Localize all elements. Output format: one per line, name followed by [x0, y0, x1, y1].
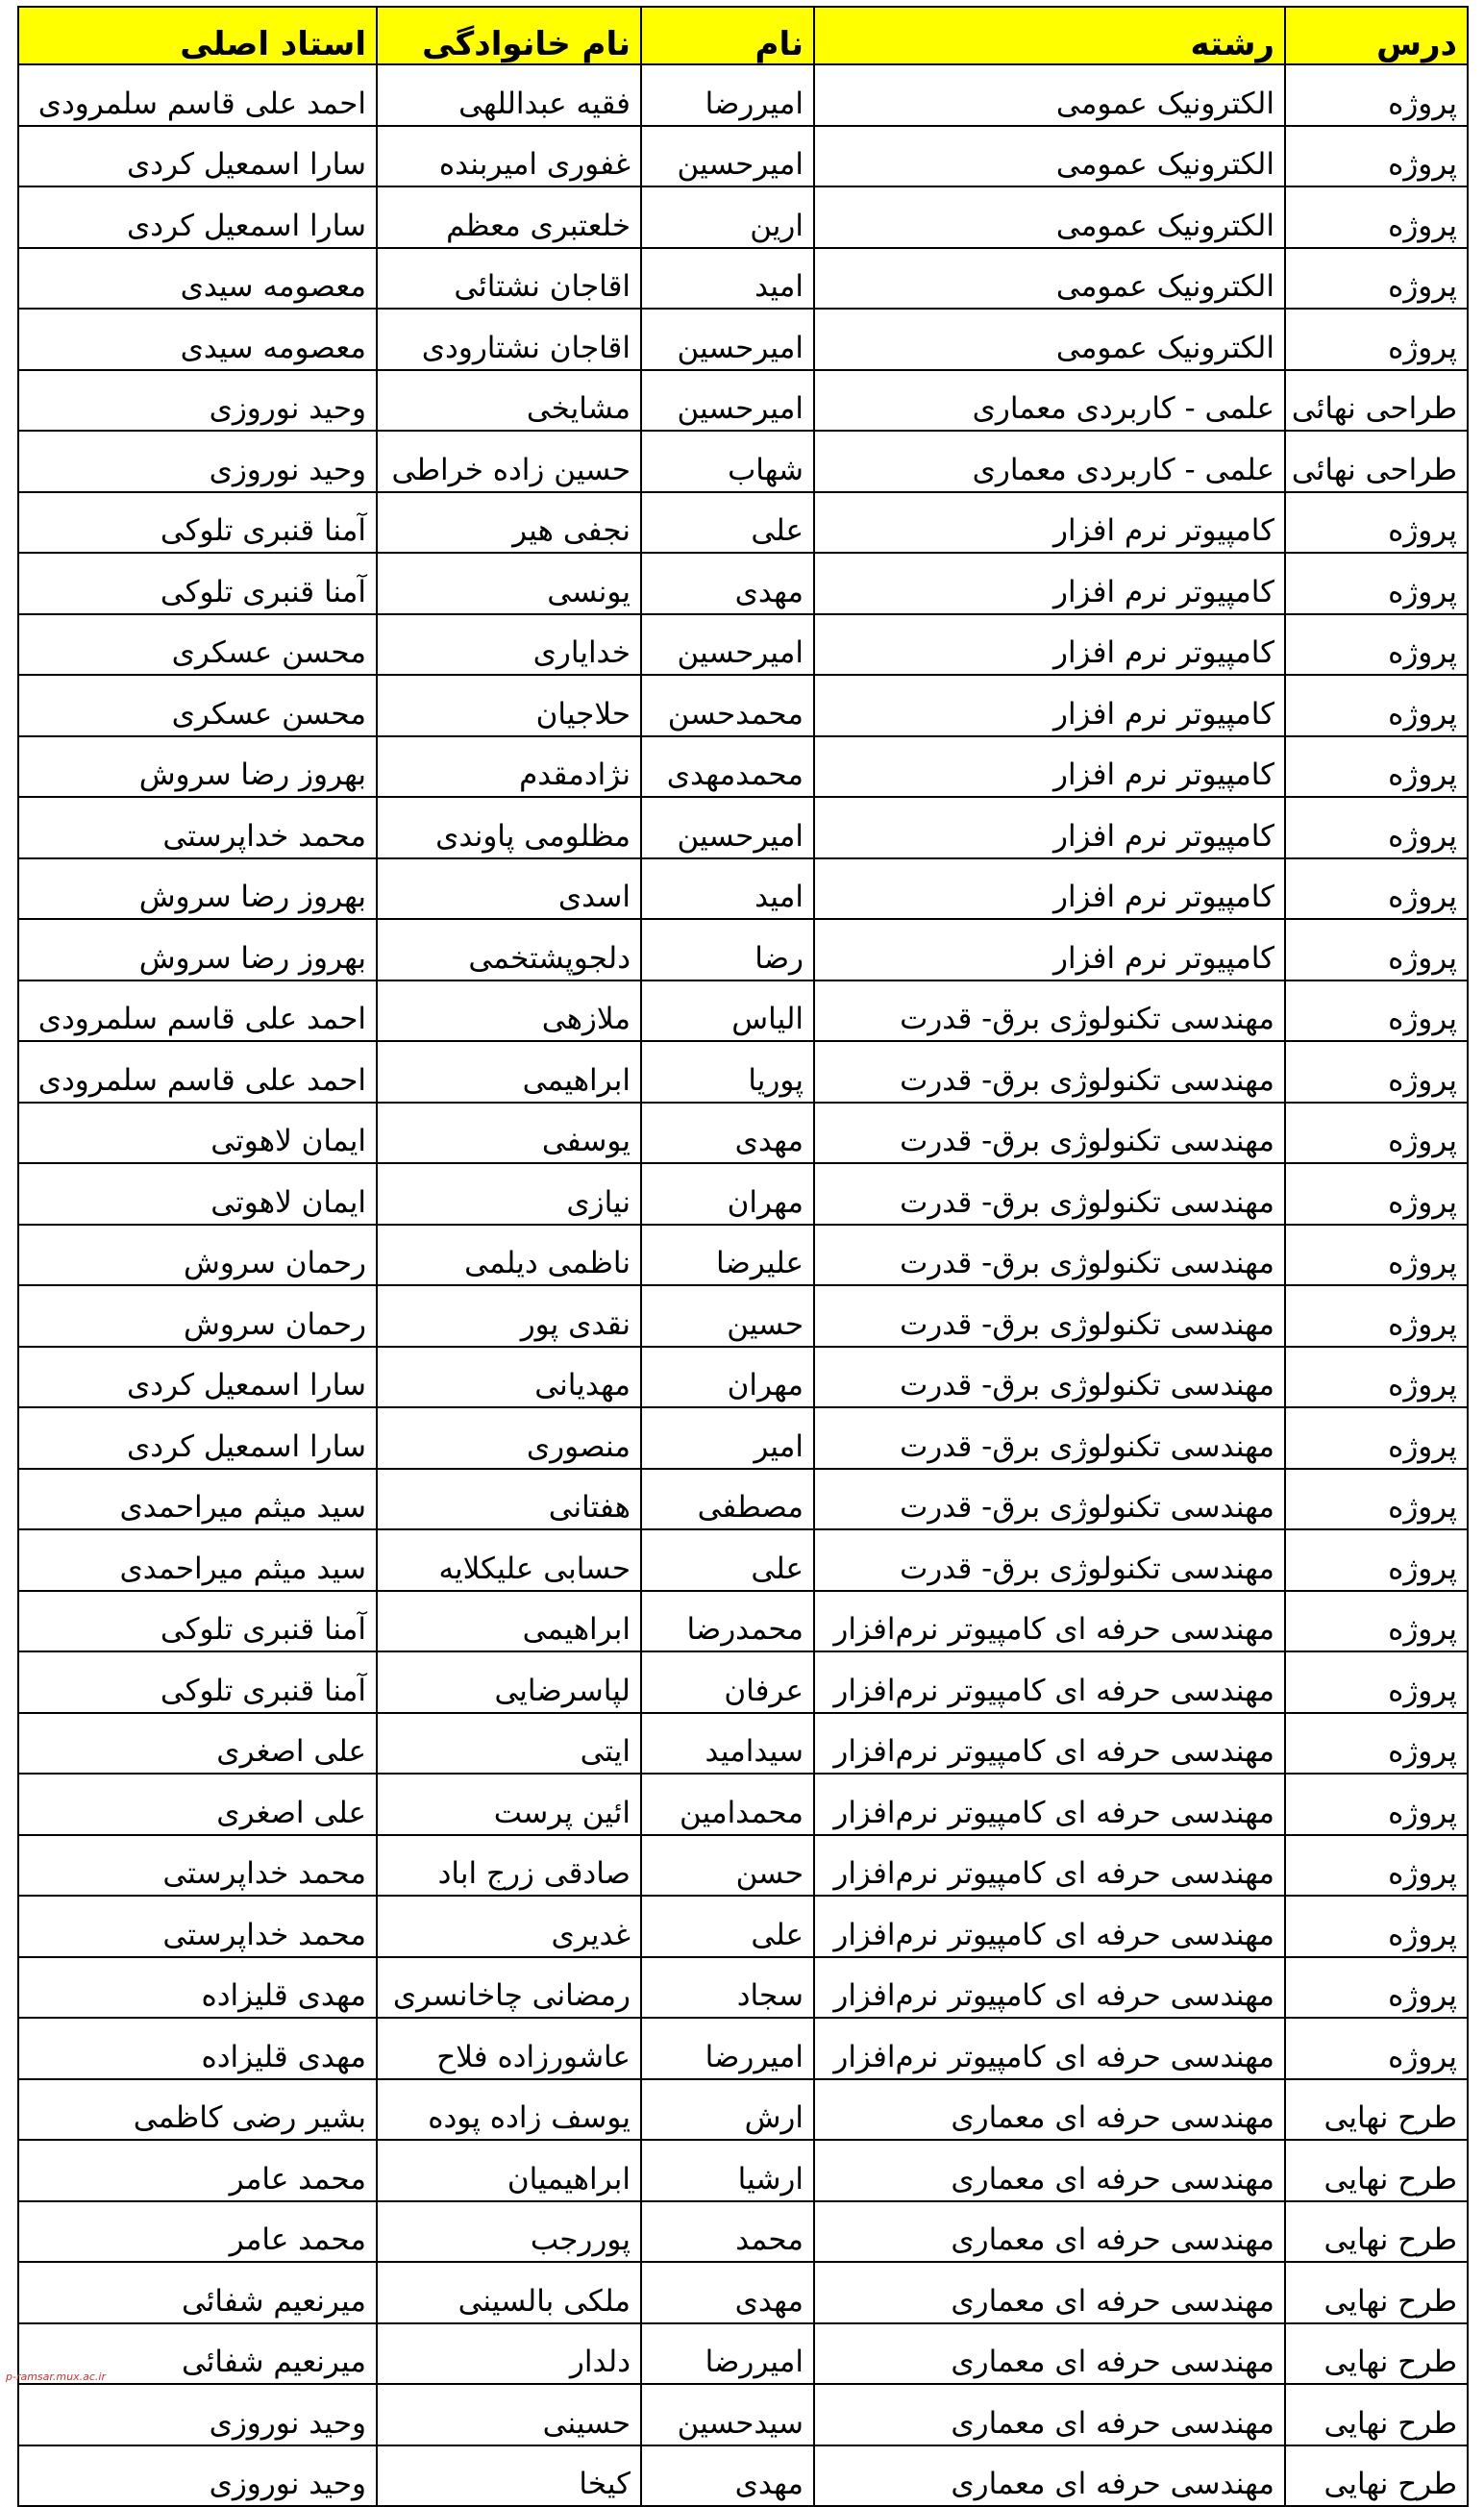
cell-first-name: مهران	[641, 1347, 814, 1408]
header-supervisor: استاد اصلی	[18, 7, 377, 64]
cell-major: الکترونیک عمومی	[814, 64, 1285, 126]
cell-supervisor: محسن عسکری	[18, 675, 377, 736]
header-first-name: نام	[641, 7, 814, 64]
cell-major: مهندسی حرفه ای کامپیوتر نرم‌افزار	[814, 1835, 1285, 1897]
cell-first-name: امیرحسین	[641, 309, 814, 370]
cell-first-name: محمدامین	[641, 1774, 814, 1835]
cell-supervisor: وحید نوروزی	[18, 370, 377, 432]
cell-last-name: غفوری امیربنده	[377, 126, 641, 187]
cell-last-name: نقدی پور	[377, 1285, 641, 1347]
cell-course: پروژه	[1285, 1957, 1468, 2019]
cell-course: پروژه	[1285, 1347, 1468, 1408]
cell-major: کامپیوتر نرم افزار	[814, 492, 1285, 554]
cell-first-name: الیاس	[641, 980, 814, 1042]
cell-course: پروژه	[1285, 1591, 1468, 1652]
cell-course: پروژه	[1285, 1896, 1468, 1957]
cell-first-name: ارین	[641, 186, 814, 248]
site-watermark: p-ramsar.mux.ac.ir	[6, 2370, 106, 2383]
table-row	[18, 1835, 1468, 1897]
cell-last-name: مظلومی پاوندی	[377, 797, 641, 858]
cell-major: مهندسی حرفه ای معماری	[814, 2445, 1285, 2507]
cell-supervisor: سارا اسمعیل کردی	[18, 1347, 377, 1408]
student-project-sheet	[17, 6, 1467, 2507]
cell-major: مهندسی حرفه ای کامپیوتر نرم‌افزار	[814, 1774, 1285, 1835]
cell-supervisor: وحید نوروزی	[18, 2384, 377, 2445]
cell-supervisor: علی اصغری	[18, 1774, 377, 1835]
cell-last-name: کیخا	[377, 2445, 641, 2507]
table-row	[18, 2445, 1468, 2507]
cell-first-name: علی	[641, 1896, 814, 1957]
cell-first-name: محمدمهدی	[641, 736, 814, 798]
cell-major: الکترونیک عمومی	[814, 186, 1285, 248]
cell-first-name: رضا	[641, 919, 814, 980]
cell-major: مهندسی حرفه ای معماری	[814, 2201, 1285, 2263]
cell-last-name: حسین زاده خراطی	[377, 431, 641, 492]
cell-last-name: رمضانی چاخانسری	[377, 1957, 641, 2019]
cell-last-name: صادقی زرج اباد	[377, 1835, 641, 1897]
cell-course: طراحی نهائی	[1285, 370, 1468, 432]
cell-supervisor: محمد خداپرستی	[18, 1835, 377, 1897]
cell-last-name: حلاجیان	[377, 675, 641, 736]
cell-supervisor: معصومه سیدی	[18, 248, 377, 310]
cell-major: الکترونیک عمومی	[814, 126, 1285, 187]
cell-course: پروژه	[1285, 1713, 1468, 1775]
cell-course: پروژه	[1285, 1285, 1468, 1347]
cell-supervisor: بهروز رضا سروش	[18, 736, 377, 798]
cell-supervisor: سارا اسمعیل کردی	[18, 1407, 377, 1469]
cell-last-name: نیازی	[377, 1163, 641, 1225]
cell-supervisor: بشیر رضی کاظمی	[18, 2079, 377, 2141]
cell-last-name: اقاجان نشتارودی	[377, 309, 641, 370]
cell-last-name: پوررجب	[377, 2201, 641, 2263]
cell-course: پروژه	[1285, 1225, 1468, 1286]
cell-last-name: نجفی هیر	[377, 492, 641, 554]
table-row	[18, 492, 1468, 554]
cell-course: پروژه	[1285, 797, 1468, 858]
table-row	[18, 1407, 1468, 1469]
cell-supervisor: سارا اسمعیل کردی	[18, 126, 377, 187]
cell-major: مهندسی حرفه ای کامپیوتر نرم‌افزار	[814, 1591, 1285, 1652]
cell-course: پروژه	[1285, 1469, 1468, 1530]
cell-major: علمی - کاربردی معماری	[814, 370, 1285, 432]
cell-last-name: ایتی	[377, 1713, 641, 1775]
table-row	[18, 1529, 1468, 1591]
cell-last-name: لپاسرضایی	[377, 1651, 641, 1713]
cell-last-name: عاشورزاده فلاح	[377, 2018, 641, 2079]
cell-course: پروژه	[1285, 919, 1468, 980]
cell-major: مهندسی حرفه ای معماری	[814, 2323, 1285, 2385]
cell-major: مهندسی حرفه ای معماری	[814, 2262, 1285, 2323]
cell-supervisor: احمد علی قاسم سلمرودی	[18, 1041, 377, 1103]
cell-supervisor: محمد خداپرستی	[18, 1896, 377, 1957]
cell-supervisor: معصومه سیدی	[18, 309, 377, 370]
cell-major: مهندسی تکنولوژی برق- قدرت	[814, 1103, 1285, 1164]
table-row	[18, 614, 1468, 676]
cell-course: پروژه	[1285, 64, 1468, 126]
cell-major: مهندسی حرفه ای کامپیوتر نرم‌افزار	[814, 1957, 1285, 2019]
cell-first-name: محمدحسن	[641, 675, 814, 736]
cell-first-name: ارش	[641, 2079, 814, 2141]
cell-supervisor: سید میثم میراحمدی	[18, 1529, 377, 1591]
cell-first-name: امیرحسین	[641, 797, 814, 858]
cell-last-name: هفتانی	[377, 1469, 641, 1530]
cell-first-name: مصطفی	[641, 1469, 814, 1530]
table-row	[18, 858, 1468, 920]
cell-supervisor: آمنا قنبری تلوکی	[18, 492, 377, 554]
cell-last-name: یونسی	[377, 553, 641, 614]
cell-last-name: دلجوپشتخمی	[377, 919, 641, 980]
cell-course: پروژه	[1285, 1774, 1468, 1835]
cell-first-name: محمدرضا	[641, 1591, 814, 1652]
cell-course: طرح نهایی	[1285, 2140, 1468, 2201]
table-row	[18, 1225, 1468, 1286]
table-row	[18, 1651, 1468, 1713]
table-row	[18, 1774, 1468, 1835]
cell-course: طرح نهایی	[1285, 2079, 1468, 2141]
cell-supervisor: سید میثم میراحمدی	[18, 1469, 377, 1530]
cell-first-name: مهدی	[641, 1103, 814, 1164]
cell-course: پروژه	[1285, 492, 1468, 554]
cell-first-name: علیرضا	[641, 1225, 814, 1286]
cell-course: پروژه	[1285, 553, 1468, 614]
cell-major: کامپیوتر نرم افزار	[814, 797, 1285, 858]
cell-last-name: اسدی	[377, 858, 641, 920]
cell-major: کامپیوتر نرم افزار	[814, 919, 1285, 980]
cell-first-name: امیررضا	[641, 2018, 814, 2079]
table-row	[18, 370, 1468, 432]
table-row	[18, 1285, 1468, 1347]
cell-course: طرح نهایی	[1285, 2323, 1468, 2385]
cell-major: مهندسی تکنولوژی برق- قدرت	[814, 1469, 1285, 1530]
cell-last-name: حسابی علیکلایه	[377, 1529, 641, 1591]
header-major: رشته	[814, 7, 1285, 64]
supervisor-table	[17, 6, 1469, 2507]
cell-course: طرح نهایی	[1285, 2262, 1468, 2323]
cell-course: طرح نهایی	[1285, 2445, 1468, 2507]
header-course: درس	[1285, 7, 1468, 64]
cell-last-name: ملازهی	[377, 980, 641, 1042]
cell-major: کامپیوتر نرم افزار	[814, 614, 1285, 676]
cell-supervisor: محمد عامر	[18, 2140, 377, 2201]
cell-first-name: امیر	[641, 1407, 814, 1469]
cell-course: پروژه	[1285, 1529, 1468, 1591]
cell-supervisor: محسن عسکری	[18, 614, 377, 676]
cell-last-name: اقاجان نشتائی	[377, 248, 641, 310]
cell-supervisor: میرنعیم شفائی	[18, 2323, 377, 2385]
table-row	[18, 2323, 1468, 2385]
table-row	[18, 126, 1468, 187]
cell-last-name: حسینی	[377, 2384, 641, 2445]
cell-first-name: امید	[641, 248, 814, 310]
cell-first-name: علی	[641, 1529, 814, 1591]
cell-course: پروژه	[1285, 186, 1468, 248]
cell-major: کامپیوتر نرم افزار	[814, 858, 1285, 920]
cell-first-name: حسن	[641, 1835, 814, 1897]
cell-last-name: ملکی بالسینی	[377, 2262, 641, 2323]
cell-course: پروژه	[1285, 1041, 1468, 1103]
cell-first-name: ارشیا	[641, 2140, 814, 2201]
cell-last-name: ائین پرست	[377, 1774, 641, 1835]
cell-first-name: مهدی	[641, 553, 814, 614]
cell-course: پروژه	[1285, 2018, 1468, 2079]
cell-supervisor: احمد علی قاسم سلمرودی	[18, 64, 377, 126]
cell-supervisor: احمد علی قاسم سلمرودی	[18, 980, 377, 1042]
cell-last-name: ابراهیمی	[377, 1041, 641, 1103]
cell-first-name: سیدامید	[641, 1713, 814, 1775]
table-row	[18, 64, 1468, 126]
cell-course: پروژه	[1285, 1163, 1468, 1225]
cell-last-name: ابراهیمیان	[377, 2140, 641, 2201]
cell-supervisor: میرنعیم شفائی	[18, 2262, 377, 2323]
table-row	[18, 2201, 1468, 2263]
cell-supervisor: آمنا قنبری تلوکی	[18, 553, 377, 614]
cell-supervisor: سارا اسمعیل کردی	[18, 186, 377, 248]
table-row	[18, 1591, 1468, 1652]
cell-supervisor: محمد عامر	[18, 2201, 377, 2263]
cell-first-name: مهران	[641, 1163, 814, 1225]
cell-major: مهندسی تکنولوژی برق- قدرت	[814, 980, 1285, 1042]
table-row	[18, 1103, 1468, 1164]
cell-first-name: امیرحسین	[641, 614, 814, 676]
cell-supervisor: رحمان سروش	[18, 1225, 377, 1286]
cell-last-name: مشایخی	[377, 370, 641, 432]
cell-supervisor: محمد خداپرستی	[18, 797, 377, 858]
cell-major: کامپیوتر نرم افزار	[814, 675, 1285, 736]
cell-first-name: سجاد	[641, 1957, 814, 2019]
cell-first-name: امیرحسین	[641, 370, 814, 432]
cell-course: پروژه	[1285, 126, 1468, 187]
table-row	[18, 919, 1468, 980]
cell-major: مهندسی حرفه ای معماری	[814, 2079, 1285, 2141]
cell-supervisor: بهروز رضا سروش	[18, 919, 377, 980]
cell-last-name: ناظمی دیلمی	[377, 1225, 641, 1286]
cell-course: پروژه	[1285, 1103, 1468, 1164]
table-row	[18, 2140, 1468, 2201]
table-body	[18, 64, 1468, 2506]
cell-major: علمی - کاربردی معماری	[814, 431, 1285, 492]
table-row	[18, 309, 1468, 370]
cell-first-name: پوریا	[641, 1041, 814, 1103]
cell-first-name: امید	[641, 858, 814, 920]
cell-course: پروژه	[1285, 675, 1468, 736]
cell-first-name: محمد	[641, 2201, 814, 2263]
cell-major: مهندسی حرفه ای کامپیوتر نرم‌افزار	[814, 2018, 1285, 2079]
cell-course: طرح نهایی	[1285, 2384, 1468, 2445]
cell-last-name: ابراهیمی	[377, 1591, 641, 1652]
table-row	[18, 980, 1468, 1042]
cell-course: پروژه	[1285, 736, 1468, 798]
cell-supervisor: رحمان سروش	[18, 1285, 377, 1347]
table-row	[18, 2079, 1468, 2141]
cell-first-name: حسین	[641, 1285, 814, 1347]
cell-first-name: شهاب	[641, 431, 814, 492]
cell-first-name: عرفان	[641, 1651, 814, 1713]
cell-first-name: امیررضا	[641, 64, 814, 126]
cell-first-name: امیررضا	[641, 2323, 814, 2385]
cell-course: طرح نهایی	[1285, 2201, 1468, 2263]
cell-course: پروژه	[1285, 858, 1468, 920]
cell-major: مهندسی حرفه ای کامپیوتر نرم‌افزار	[814, 1651, 1285, 1713]
cell-last-name: یوسفی	[377, 1103, 641, 1164]
cell-course: طراحی نهائی	[1285, 431, 1468, 492]
cell-major: مهندسی تکنولوژی برق- قدرت	[814, 1225, 1285, 1286]
cell-major: مهندسی حرفه ای معماری	[814, 2140, 1285, 2201]
cell-first-name: سیدحسین	[641, 2384, 814, 2445]
cell-major: مهندسی تکنولوژی برق- قدرت	[814, 1529, 1285, 1591]
table-row	[18, 186, 1468, 248]
cell-last-name: یوسف زاده پوده	[377, 2079, 641, 2141]
cell-supervisor: وحید نوروزی	[18, 2445, 377, 2507]
cell-supervisor: علی اصغری	[18, 1713, 377, 1775]
table-row	[18, 431, 1468, 492]
table-header	[18, 7, 1468, 64]
cell-major: مهندسی حرفه ای کامپیوتر نرم‌افزار	[814, 1896, 1285, 1957]
cell-first-name: امیرحسین	[641, 126, 814, 187]
cell-major: مهندسی تکنولوژی برق- قدرت	[814, 1041, 1285, 1103]
table-row	[18, 675, 1468, 736]
cell-last-name: مهدیانی	[377, 1347, 641, 1408]
cell-supervisor: وحید نوروزی	[18, 431, 377, 492]
cell-course: پروژه	[1285, 1407, 1468, 1469]
cell-last-name: نژادمقدم	[377, 736, 641, 798]
cell-course: پروژه	[1285, 248, 1468, 310]
cell-course: پروژه	[1285, 980, 1468, 1042]
cell-major: مهندسی تکنولوژی برق- قدرت	[814, 1347, 1285, 1408]
table-row	[18, 248, 1468, 310]
cell-last-name: منصوری	[377, 1407, 641, 1469]
cell-major: الکترونیک عمومی	[814, 248, 1285, 310]
table-row	[18, 797, 1468, 858]
cell-supervisor: مهدی قلیزاده	[18, 2018, 377, 2079]
cell-first-name: مهدی	[641, 2445, 814, 2507]
header-row	[18, 7, 1468, 64]
cell-course: پروژه	[1285, 1835, 1468, 1897]
table-row	[18, 2384, 1468, 2445]
cell-last-name: دلدار	[377, 2323, 641, 2385]
cell-major: کامپیوتر نرم افزار	[814, 553, 1285, 614]
table-row	[18, 1347, 1468, 1408]
cell-supervisor: ایمان لاهوتی	[18, 1103, 377, 1164]
cell-major: کامپیوتر نرم افزار	[814, 736, 1285, 798]
table-row	[18, 553, 1468, 614]
cell-supervisor: ایمان لاهوتی	[18, 1163, 377, 1225]
cell-first-name: مهدی	[641, 2262, 814, 2323]
table-row	[18, 736, 1468, 798]
cell-supervisor: بهروز رضا سروش	[18, 858, 377, 920]
cell-supervisor: آمنا قنبری تلوکی	[18, 1651, 377, 1713]
cell-course: پروژه	[1285, 614, 1468, 676]
cell-major: مهندسی حرفه ای کامپیوتر نرم‌افزار	[814, 1713, 1285, 1775]
table-row	[18, 1041, 1468, 1103]
cell-major: مهندسی تکنولوژی برق- قدرت	[814, 1407, 1285, 1469]
table-row	[18, 2018, 1468, 2079]
cell-course: پروژه	[1285, 1651, 1468, 1713]
cell-last-name: خدایاری	[377, 614, 641, 676]
table-row	[18, 1713, 1468, 1775]
table-row	[18, 1163, 1468, 1225]
table-row	[18, 1957, 1468, 2019]
cell-last-name: خلعتبری معظم	[377, 186, 641, 248]
cell-supervisor: مهدی قلیزاده	[18, 1957, 377, 2019]
header-last-name: نام خانوادگی	[377, 7, 641, 64]
cell-major: مهندسی تکنولوژی برق- قدرت	[814, 1163, 1285, 1225]
cell-last-name: فقیه عبداللهی	[377, 64, 641, 126]
table-row	[18, 2262, 1468, 2323]
cell-last-name: غدیری	[377, 1896, 641, 1957]
cell-first-name: علی	[641, 492, 814, 554]
cell-major: مهندسی حرفه ای معماری	[814, 2384, 1285, 2445]
cell-course: پروژه	[1285, 309, 1468, 370]
table-row	[18, 1896, 1468, 1957]
cell-major: الکترونیک عمومی	[814, 309, 1285, 370]
cell-supervisor: آمنا قنبری تلوکی	[18, 1591, 377, 1652]
table-row	[18, 1469, 1468, 1530]
cell-major: مهندسی تکنولوژی برق- قدرت	[814, 1285, 1285, 1347]
